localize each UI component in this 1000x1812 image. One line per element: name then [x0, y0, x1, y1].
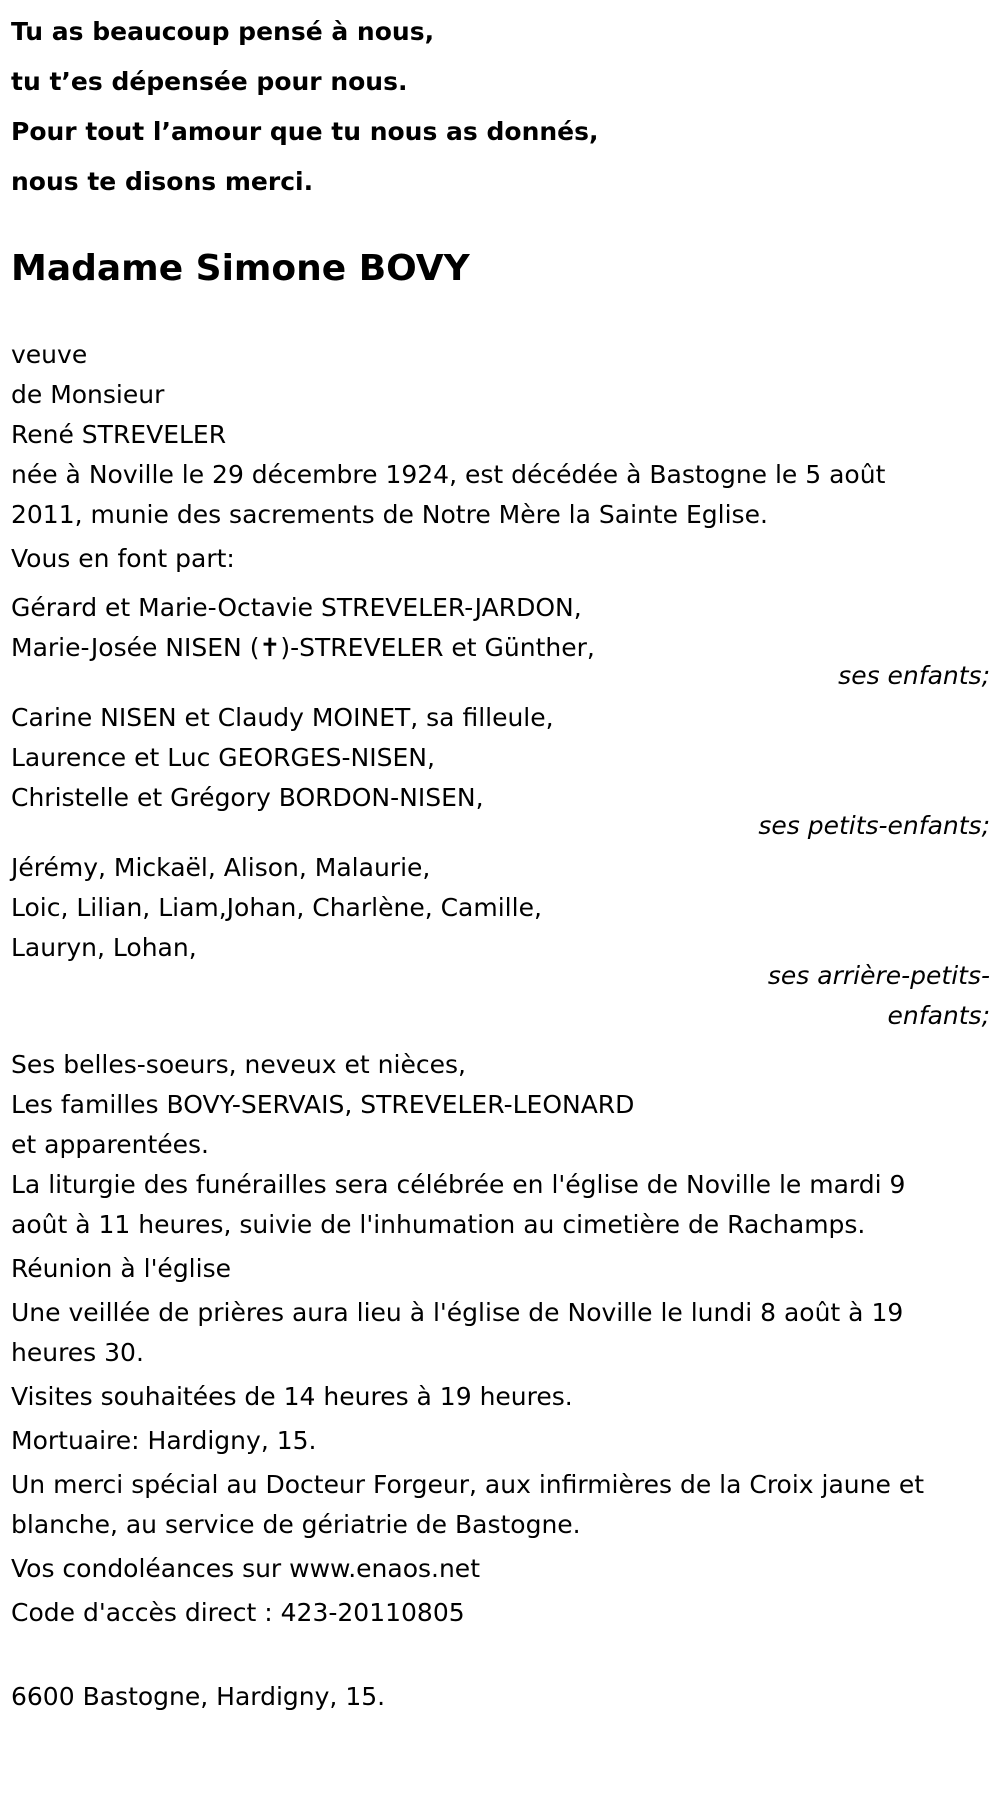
funeral-line: août à 11 heures, suivie de l'inhumation au cimetière de Rachamps. — [11, 1210, 866, 1239]
great-grandchild-line: Jérémy, Mickaël, Alison, Malaurie, — [11, 853, 431, 882]
mortuary-info: Mortuaire: Hardigny, 15. — [11, 1426, 317, 1455]
poem-line: Tu as beaucoup pensé à nous, — [11, 17, 435, 46]
relatives-line: et apparentées. — [11, 1130, 209, 1159]
grandchildren-role: ses petits-enfants; — [758, 811, 990, 840]
vigil-info — [11, 1293, 991, 1373]
great-grandchild-line: Loic, Lilian, Liam,Johan, Charlène, Camille, — [11, 893, 542, 922]
great-grandchildren — [11, 848, 1000, 968]
birth-death-line: 2011, munie des sacrements de Notre Mère la Sainte Eglise. — [11, 500, 768, 529]
birth-death-line: née à Noville le 29 décembre 1924, est décédée à Bastogne le 5 août — [11, 460, 886, 489]
widow-line: René STREVELER — [11, 420, 227, 449]
role-line: ses arrière-petits- — [767, 961, 990, 990]
vigil-line: Une veillée de prières aura lieu à l'église de Noville le lundi 8 août à 19 — [11, 1298, 904, 1327]
grandchild-line: Laurence et Luc GEORGES-NISEN, — [11, 743, 435, 772]
thanks-line: Un merci spécial au Docteur Forgeur, aux infirmières de la Croix jaune et — [11, 1470, 925, 1499]
poem-line: tu t’es dépensée pour nous. — [11, 67, 408, 96]
poem-line: nous te disons merci. — [11, 167, 314, 196]
widow-of — [11, 335, 1000, 455]
funeral-line: La liturgie des funérailles sera célébrée en l'église de Noville le mardi 9 — [11, 1170, 906, 1199]
poem-line: Pour tout l’amour que tu nous as donnés, — [11, 117, 599, 146]
great-grandchild-line: Lauryn, Lohan, — [11, 933, 197, 962]
relatives — [11, 1045, 1000, 1165]
visits-info: Visites souhaitées de 14 heures à 19 heures. — [11, 1382, 573, 1411]
role-line: enfants; — [887, 1001, 990, 1030]
poem — [11, 0, 1000, 207]
widow-line: de Monsieur — [11, 380, 165, 409]
funeral-info — [11, 1165, 991, 1245]
relatives-line: Ses belles-soeurs, neveux et nièces, — [11, 1050, 466, 1079]
relatives-line: Les familles BOVY-SERVAIS, STREVELER-LEONARD — [11, 1090, 635, 1119]
grandchild-line: Carine NISEN et Claudy MOINET, sa filleule, — [11, 703, 554, 732]
announcement: Vous en font part: — [11, 544, 235, 573]
widow-line: veuve — [11, 340, 88, 369]
child-line: Gérard et Marie-Octavie STREVELER-JARDON, — [11, 593, 582, 622]
birth-death — [11, 455, 991, 535]
child-line: Marie-Josée NISEN (✝)-STREVELER et Günther, — [11, 633, 595, 662]
grandchildren — [11, 698, 1000, 818]
vigil-line: heures 30. — [11, 1338, 144, 1367]
condolences-info: Vos condoléances sur www.enaos.net — [11, 1554, 480, 1583]
deceased-name: Madame Simone BOVY — [11, 248, 470, 289]
children-role: ses enfants; — [838, 661, 990, 690]
address: 6600 Bastogne, Hardigny, 15. — [11, 1682, 386, 1711]
great-grandchildren-role — [11, 956, 990, 1036]
access-code: Code d'accès direct : 423-20110805 — [11, 1598, 465, 1627]
thanks-info — [11, 1465, 991, 1545]
grandchild-line: Christelle et Grégory BORDON-NISEN, — [11, 783, 484, 812]
thanks-line: blanche, au service de gériatrie de Bastogne. — [11, 1510, 581, 1539]
meeting-info: Réunion à l'église — [11, 1254, 231, 1283]
